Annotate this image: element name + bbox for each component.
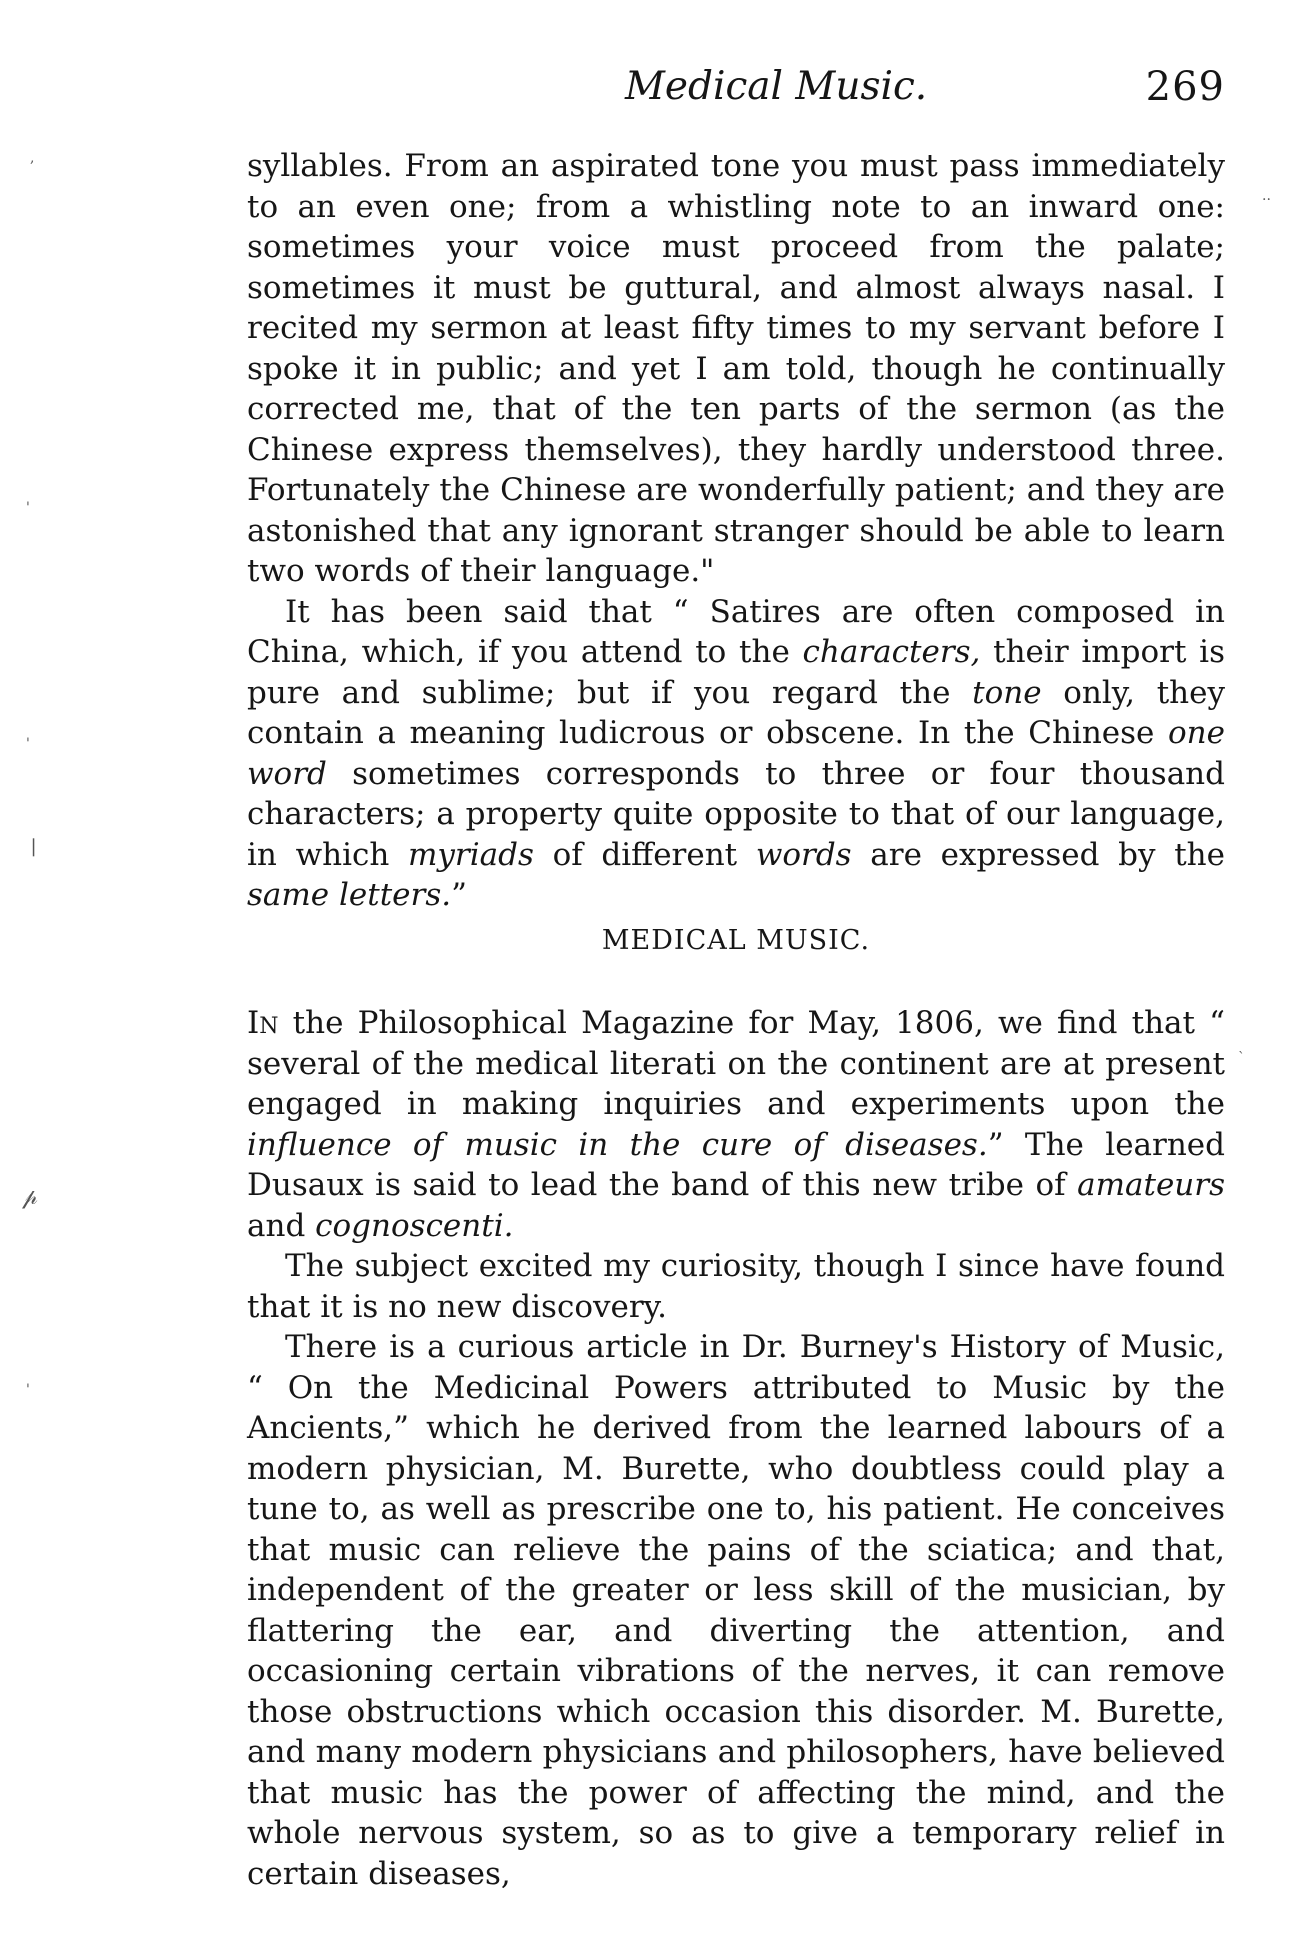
paragraph-satires: It has been said that “ Satires are often composed in China, which, if you attend to the characters, their import is pure and sublime; but if you regard the tone only, they contain a meaning ludicrous or obscene. In the Chinese one word sometimes corresponds to three or four thousand characters; a property quite opposite to that of our language, in which myriads of different words are expressed by the same letters.” bbox=[247, 593, 1225, 913]
paragraph-burney: There is a curious article in Dr. Burney's History of Music, “ On the Medicinal Powers attributed to Music by the Ancients,” which he derived from the learned labours of a modern physician, M. Burette, who doubtless could play a tune to, as well as prescribe one to, his patient. He conceives that music can relieve the pains of the sciatica; and that, independent of the greater or less skill of the musician, by flattering the ear, and diverting the attention, and occasioning certain vibrations of the nerves, it can remove those obstructions which occasion this disorder. M. Burette, and many modern physicians and philosophers, have believed that music has the power of affecting the mind, and the whole nervous system, so as to give a temporary relief in certain diseases, bbox=[247, 1329, 1225, 1892]
margin-mark: ❘ bbox=[26, 836, 42, 857]
margin-mark: .. bbox=[1262, 188, 1271, 204]
paragraph-continued: syllables. From an aspirated tone you must pass immediately to an even one; from a whistling note to an inward one: sometimes your voice must proceed from the palate; sometimes it must be guttural, and almost always nasal. I recited my sermon at least fifty times to my servant before I spoke it in public; and yet I am told, though he continually corrected me, that of the ten parts of the sermon (as the Chinese express themselves), they hardly understood three. Fortunately the Chinese are wonderfully patient; and they are astonished that any ignorant stranger should be able to learn two words of their language." bbox=[247, 148, 1225, 589]
margin-mark: ' bbox=[26, 1382, 30, 1398]
running-head bbox=[247, 64, 1225, 116]
running-title: Medical Music. bbox=[625, 64, 928, 109]
margin-mark: ' bbox=[26, 500, 30, 516]
drop-word: In bbox=[247, 1005, 279, 1041]
medical-music-section bbox=[247, 1003, 1225, 1894]
margin-mark: ` bbox=[1238, 1050, 1245, 1066]
margin-mark: , bbox=[30, 150, 35, 166]
margin-mark: ' bbox=[26, 736, 30, 752]
margin-mark: 𝓅 bbox=[22, 1185, 38, 1210]
paragraph-philosophical-magazine: In the Philosophical Magazine for May, 1806, we find that “ several of the medical literati on the continent are at present engaged in making inquiries and experiments upon the influence of music in the cure of diseases.” The learned Dusaux is said to lead the band of this new tribe of amateurs and cognoscenti. bbox=[247, 1005, 1225, 1244]
chinese-language-section bbox=[247, 146, 1225, 916]
section-heading: MEDICAL MUSIC. bbox=[601, 925, 871, 956]
paragraph-curiosity: The subject excited my curiosity, though I since have found that it is no new discovery. bbox=[247, 1248, 1225, 1325]
page-number: 269 bbox=[1145, 64, 1225, 110]
